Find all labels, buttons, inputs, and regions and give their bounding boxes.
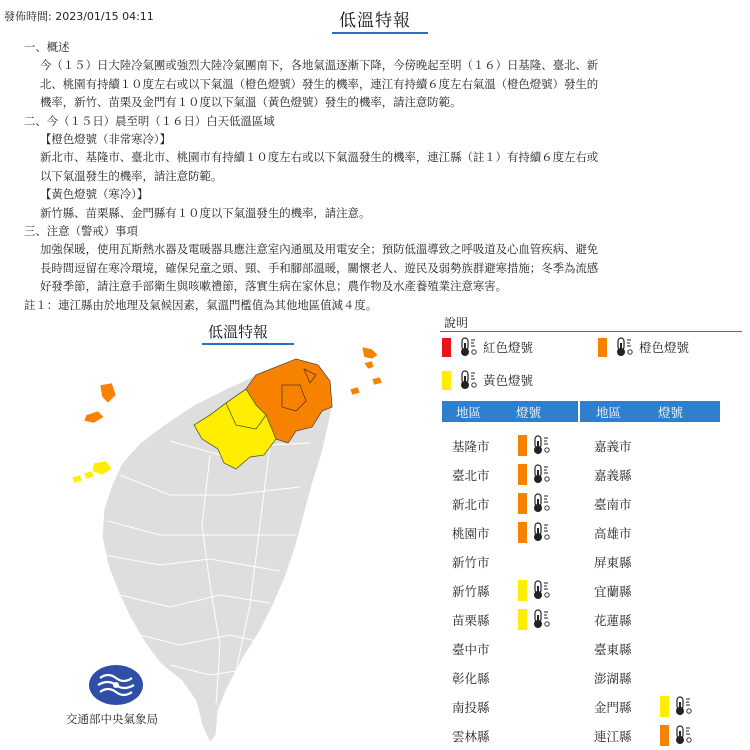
region-name: 彰化縣 [452, 671, 490, 686]
cold-thermometer-icon [672, 725, 694, 746]
advisory-line: 註１：連江縣由於地理及氣候因素，氣溫門檻值為其他地區值減４度。 [24, 297, 378, 312]
yellow-signal-swatch [518, 609, 527, 630]
region-name: 澎湖縣 [594, 671, 632, 686]
header-region: 地區 [596, 404, 622, 420]
cold-thermometer-icon [530, 464, 552, 485]
map-title: 低溫特報 [208, 323, 269, 341]
legend-yellow-label: 黃色燈號 [483, 373, 534, 388]
cold-thermometer-icon [530, 580, 552, 601]
cold-thermometer-icon [457, 370, 479, 390]
cold-thermometer-icon [613, 337, 635, 357]
advisory-line: 三、注意（警戒）事項 [24, 224, 138, 239]
region-name: 臺東縣 [594, 642, 632, 657]
cold-thermometer-icon [530, 435, 552, 456]
cold-thermometer-icon [530, 609, 552, 630]
legend-red [442, 337, 533, 357]
map-outlying-islands [84, 383, 116, 423]
region-name: 嘉義縣 [594, 468, 632, 483]
table-header-right [580, 401, 720, 422]
legend-orange-label: 橙色燈號 [639, 340, 690, 355]
region-name: 屏東縣 [594, 555, 632, 570]
advisory-line: 加強保暖，使用瓦斯熱水器及電暖器具應注意室內通風及用電安全；預防低溫導致之呼吸道及心血管疾病、避免 [40, 242, 599, 257]
advisory-line: 一、概述 [24, 40, 70, 54]
region-name: 基隆市 [452, 439, 490, 454]
advisory-line: 【橙色燈號（非常寒冷）】 [40, 132, 171, 147]
cold-thermometer-icon [530, 493, 552, 514]
legend-divider [440, 331, 742, 332]
orange-signal-swatch [660, 725, 669, 746]
cold-thermometer-icon [530, 522, 552, 543]
page-title: 低溫特報 [339, 11, 411, 31]
legend-red-label: 紅色燈號 [483, 340, 534, 355]
region-name: 南投縣 [452, 700, 490, 715]
advisory-line: 好發季節，請注意手部衛生與咳嗽禮節，落實生病在家休息；農作物及水產養殖業注意寒害。 [40, 279, 508, 294]
agency-name: 交通部中央氣象局 [66, 712, 158, 726]
orange-signal-swatch [518, 522, 527, 543]
yellow-swatch [442, 371, 451, 390]
issue-time: 發佈時間: 2023/01/15 04:11 [4, 10, 154, 23]
map-lienchiang [350, 347, 382, 395]
legend-yellow [442, 370, 533, 390]
advisory-line: 以下氣溫發生的機率，請注意防範。 [40, 168, 223, 183]
region-name: 宜蘭縣 [594, 584, 632, 599]
advisory-line: 機率，新竹、苗栗及金門有１０度以下氣溫（黃色燈號）發生的機率，請注意防範。 [40, 95, 462, 110]
table-header-left [442, 401, 578, 422]
advisory-line: 新竹縣、苗栗縣、金門縣有１０度以下氣溫發生的機率，請注意。 [40, 205, 371, 220]
region-name: 雲林縣 [452, 729, 490, 744]
region-name: 高雄市 [594, 526, 632, 541]
advisory-line: 長時間逗留在寒冷環境，確保兒童之頭、頸、手和腳部溫暖，關懷老人、遊民及弱勢族群避寒措施；冬季為流感 [40, 260, 599, 275]
legend-orange [598, 337, 689, 357]
region-name: 花蓮縣 [594, 613, 632, 628]
red-swatch [442, 338, 451, 357]
advisory-text [24, 38, 720, 314]
region-name: 新竹縣 [452, 584, 490, 599]
region-name: 臺北市 [452, 468, 490, 483]
advisory-line: 二、今（１５日）晨至明（１６日）白天低溫區域 [24, 113, 275, 128]
region-name: 連江縣 [594, 729, 632, 744]
orange-signal-swatch [518, 464, 527, 485]
advisory-line: 新北市、基隆市、臺北市、桃園市有持續１０度左右或以下氣溫發生的機率，連江縣（註１）有持續６度左右或 [40, 150, 599, 165]
header-region: 地區 [456, 404, 482, 420]
advisory-line: 【黃色燈號（寒冷）】 [40, 187, 149, 202]
region-name: 苗栗縣 [452, 613, 490, 628]
orange-swatch [598, 338, 607, 357]
region-name: 嘉義市 [594, 439, 632, 454]
cold-thermometer-icon [457, 337, 479, 357]
orange-signal-swatch [518, 435, 527, 456]
region-name: 新竹市 [452, 555, 490, 570]
region-name: 臺南市 [594, 497, 632, 512]
orange-signal-swatch [518, 493, 527, 514]
advisory-line: 北、桃園有持續１０度左右或以下氣溫（橙色燈號）發生的機率，連江有持續６度左右氣溫（橙色燈號）發生的 [40, 76, 599, 91]
advisory-line: 今（１５）日大陸冷氣團或強烈大陸冷氣團南下，各地氣溫逐漸下降，今傍晚起至明（１６）日基隆、臺北、新 [40, 58, 599, 73]
map-kinmen [72, 461, 112, 483]
region-name: 臺中市 [452, 642, 490, 657]
yellow-signal-swatch [660, 696, 669, 717]
yellow-signal-swatch [518, 580, 527, 601]
region-name: 桃園市 [452, 526, 490, 541]
region-name: 新北市 [452, 497, 490, 512]
header-signal: 燈號 [516, 404, 542, 420]
legend-title: 說明 [444, 316, 469, 330]
region-name: 金門縣 [594, 700, 632, 715]
cold-thermometer-icon [672, 696, 694, 717]
title-underline [332, 32, 428, 34]
header-signal: 燈號 [658, 404, 684, 420]
cwa-logo [88, 664, 144, 706]
